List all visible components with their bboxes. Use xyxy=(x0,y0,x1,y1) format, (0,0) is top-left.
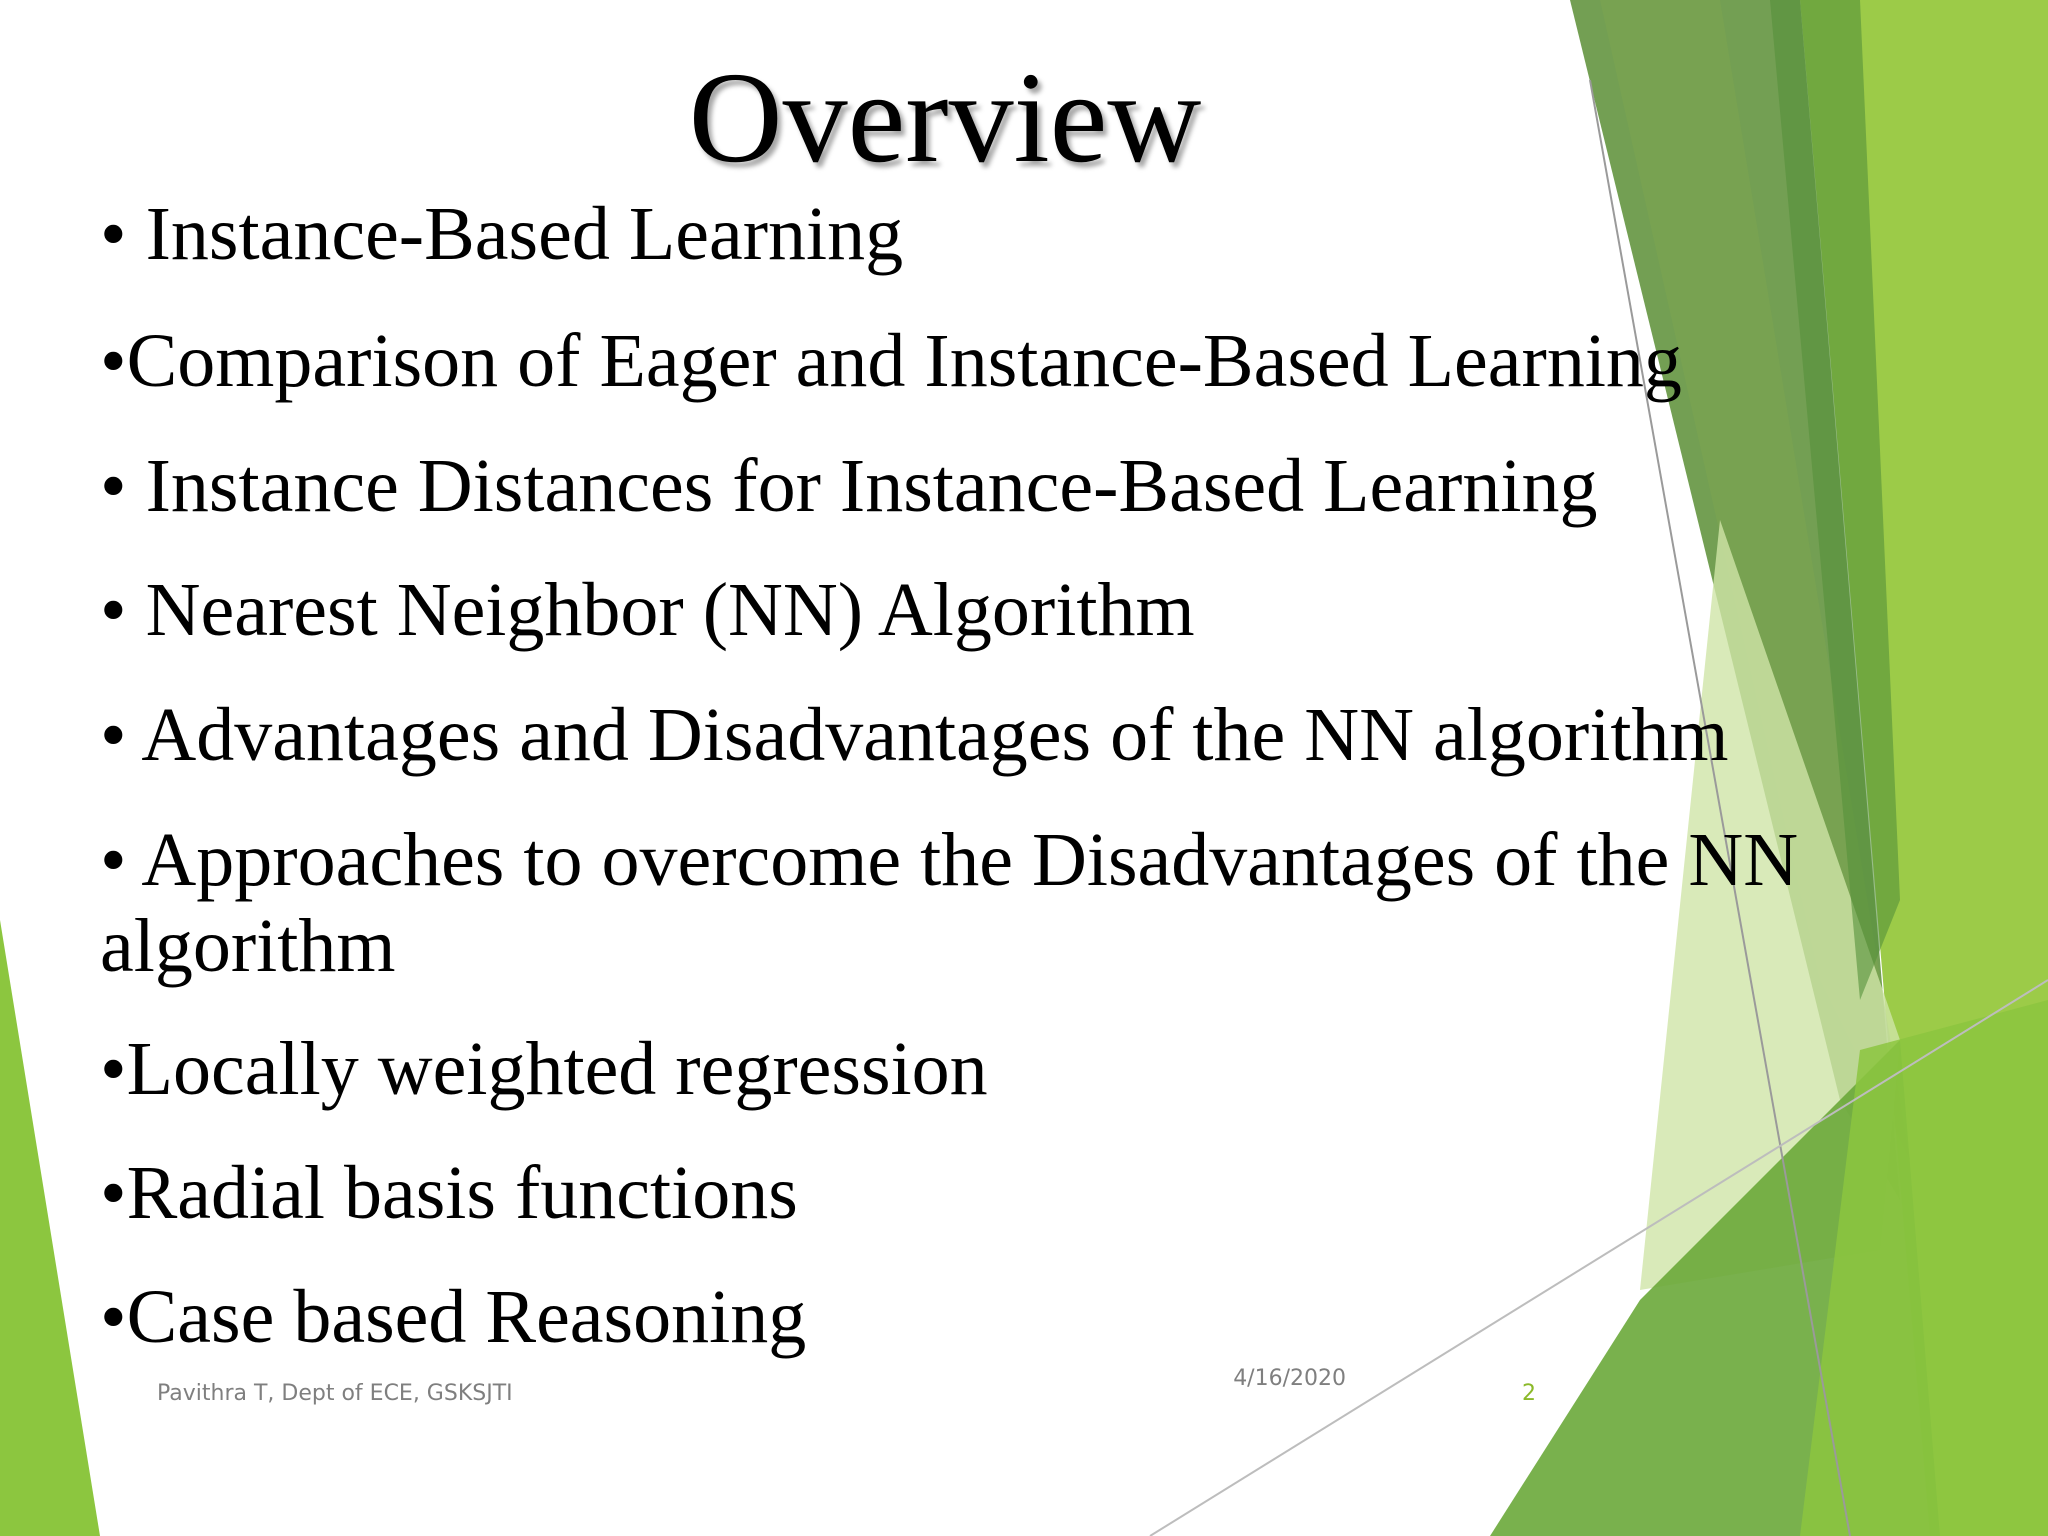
footer-page-number: 2 xyxy=(1522,1381,1536,1406)
bullet-item: •Locally weighted regression xyxy=(100,1027,988,1111)
bullet-item: •Comparison of Eager and Instance-Based Learning xyxy=(100,319,1682,403)
bullet-item: • Approaches to overcome the Disadvantages of the NN algorithm xyxy=(100,818,1799,988)
footer-author: Pavithra T, Dept of ECE, GSKSJTI xyxy=(157,1381,513,1406)
left-green-facet xyxy=(0,920,100,1536)
footer-date: 4/16/2020 xyxy=(1233,1366,1346,1391)
bullet-item: •Case based Reasoning xyxy=(100,1275,807,1359)
bullet-item: • Instance Distances for Instance-Based Learning xyxy=(100,444,1598,528)
bullet-item: • Instance-Based Learning xyxy=(100,192,904,276)
bullet-item: • Advantages and Disadvantages of the NN algorithm xyxy=(100,693,1729,777)
bullet-item: • Nearest Neighbor (NN) Algorithm xyxy=(100,568,1195,652)
bullet-list xyxy=(100,0,2000,1400)
bullet-item: •Radial basis functions xyxy=(100,1151,798,1235)
slide-title: Overview xyxy=(688,46,1202,190)
